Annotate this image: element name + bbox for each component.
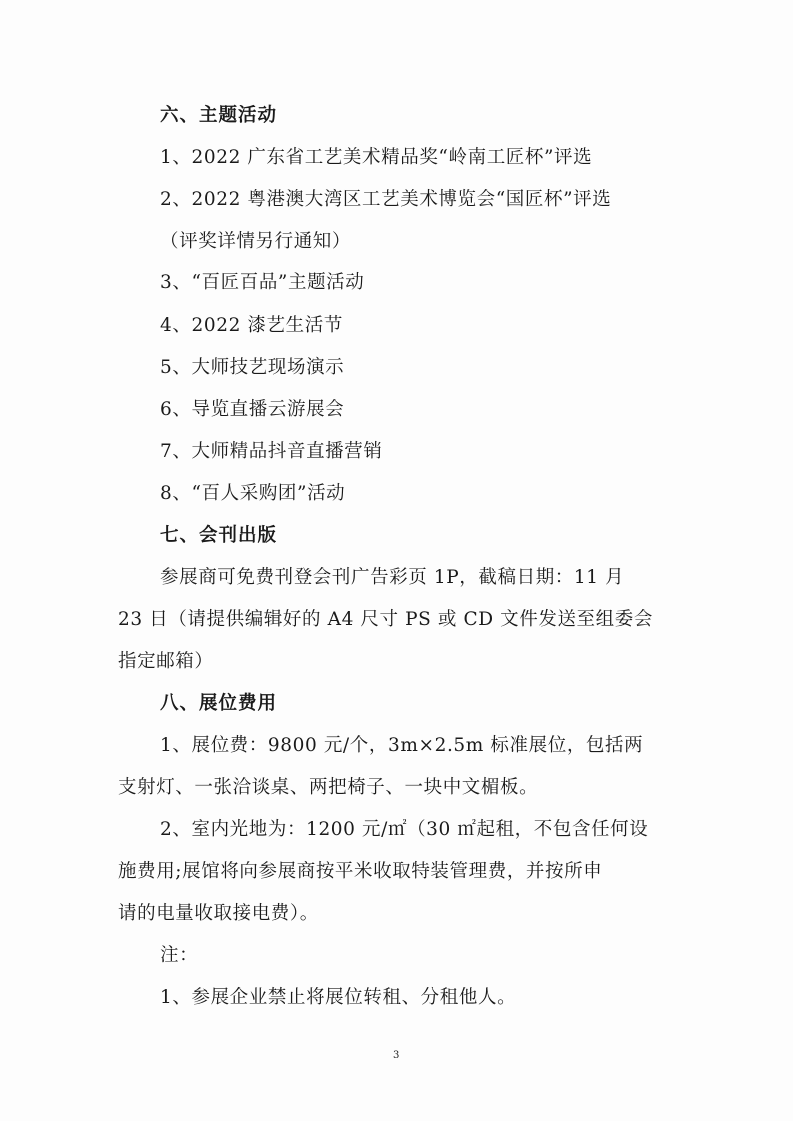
section-7-heading: 七、会刊出版 — [160, 525, 278, 546]
section-8-line-2: 支射灯、一张洽谈桌、两把椅子、一块中文楣板。 — [118, 777, 539, 798]
section-8-heading: 八、展位费用 — [160, 693, 278, 714]
section-7-line-2: 23 日（请提供编辑好的 A4 尺寸 PS 或 CD 文件发送至组委会 — [118, 609, 653, 630]
section-6-item-5: 5、大师技艺现场演示 — [160, 357, 345, 378]
section-6-item-3: 3、“百匠百品”主题活动 — [160, 272, 365, 293]
section-7-line-1: 参展商可免费刊登会刊广告彩页 1P，截稿日期：11 月 — [160, 567, 625, 588]
section-7-line-3: 指定邮箱） — [118, 651, 214, 672]
section-8-line-1: 1、展位费：9800 元/个，3m×2.5m 标准展位，包括两 — [160, 735, 644, 756]
section-8-line-5: 请的电量收取接电费）。 — [118, 903, 319, 924]
section-6-heading: 六、主题活动 — [160, 105, 278, 126]
section-6-item-8: 8、“百人采购团”活动 — [160, 483, 346, 504]
section-8-line-4: 施费用;展馆将向参展商按平米收取特装管理费，并按所申 — [118, 861, 603, 882]
section-6-item-4: 4、2022 漆艺生活节 — [160, 315, 343, 336]
page-number: 3 — [393, 1050, 400, 1061]
section-6-item-1: 1、2022 广东省工艺美术精品奖“岭南工匠杯”评选 — [160, 147, 593, 168]
section-6-item-2: 2、2022 粤港澳大湾区工艺美术博览会“国匠杯”评选 — [160, 189, 612, 210]
section-8-note-label: 注： — [160, 945, 199, 966]
section-6-item-7: 7、大师精品抖音直播营销 — [160, 441, 383, 462]
section-8-line-3: 2、室内光地为：1200 元/㎡（30 ㎡起租，不包含任何设 — [160, 819, 649, 840]
section-6-item-6: 6、导览直播云游展会 — [160, 399, 345, 420]
section-8-note-1: 1、参展企业禁止将展位转租、分租他人。 — [160, 987, 517, 1008]
section-6-item-2-note: （评奖详情另行通知） — [160, 231, 352, 252]
